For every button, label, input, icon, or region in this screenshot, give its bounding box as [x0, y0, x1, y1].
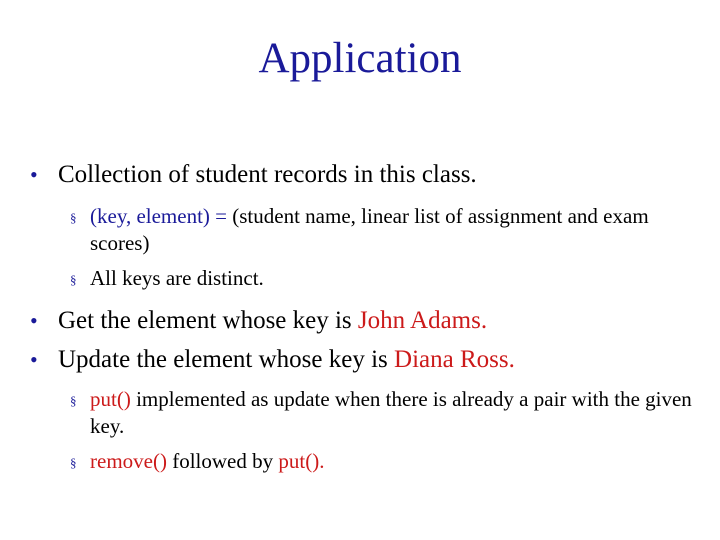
bullet-1-sub-1-key-element: (key, element) = [90, 204, 233, 228]
bullet-3-sub-2-mid: followed by [166, 449, 279, 473]
bullet-1-sub-2-text: All keys are distinct. [90, 266, 264, 290]
bullet-2-name: John Adams [357, 307, 481, 334]
bullet-dot-icon: • [30, 347, 38, 372]
section-sign-icon: § [70, 455, 77, 470]
bullet-3-sub-2-put: put() [278, 449, 320, 473]
section-sign-icon: § [70, 210, 77, 225]
bullet-2-period: . [480, 307, 488, 334]
bullet-3-text: Update the element whose key is [58, 346, 395, 373]
bullet-dot-icon: • [30, 308, 38, 333]
bullet-1-sub-2 [70, 265, 700, 292]
section-sign-icon: § [70, 393, 77, 408]
bullet-3 [30, 345, 698, 374]
bullet-3-sub-1-put: put() [90, 387, 131, 411]
bullet-3-sub-1 [70, 386, 700, 440]
bullet-3-sub-2 [70, 448, 700, 475]
bullet-2 [30, 306, 698, 335]
bullet-3-sub-2-remove: remove() [90, 449, 167, 473]
bullet-3-sub-2-end: . [319, 449, 325, 473]
bullet-1-sub-1-text: (student name, linear list of assignment and exam scores) [90, 204, 649, 255]
bullet-3-sub-1-text: implemented as update when there is already a pair with the given key. [90, 387, 692, 438]
bullet-3-period: . [508, 346, 515, 373]
slide-body [0, 160, 720, 475]
bullet-dot-icon: • [30, 162, 38, 187]
bullet-2-text: Get the element whose key is [58, 307, 358, 334]
bullet-1 [30, 160, 698, 189]
slide-title: Application [258, 35, 462, 82]
bullet-1-sub-1 [70, 203, 700, 257]
bullet-1-text: Collection of student records in this class. [58, 161, 477, 188]
section-sign-icon: § [70, 272, 77, 287]
bullet-3-name: Diana Ross [394, 346, 509, 373]
